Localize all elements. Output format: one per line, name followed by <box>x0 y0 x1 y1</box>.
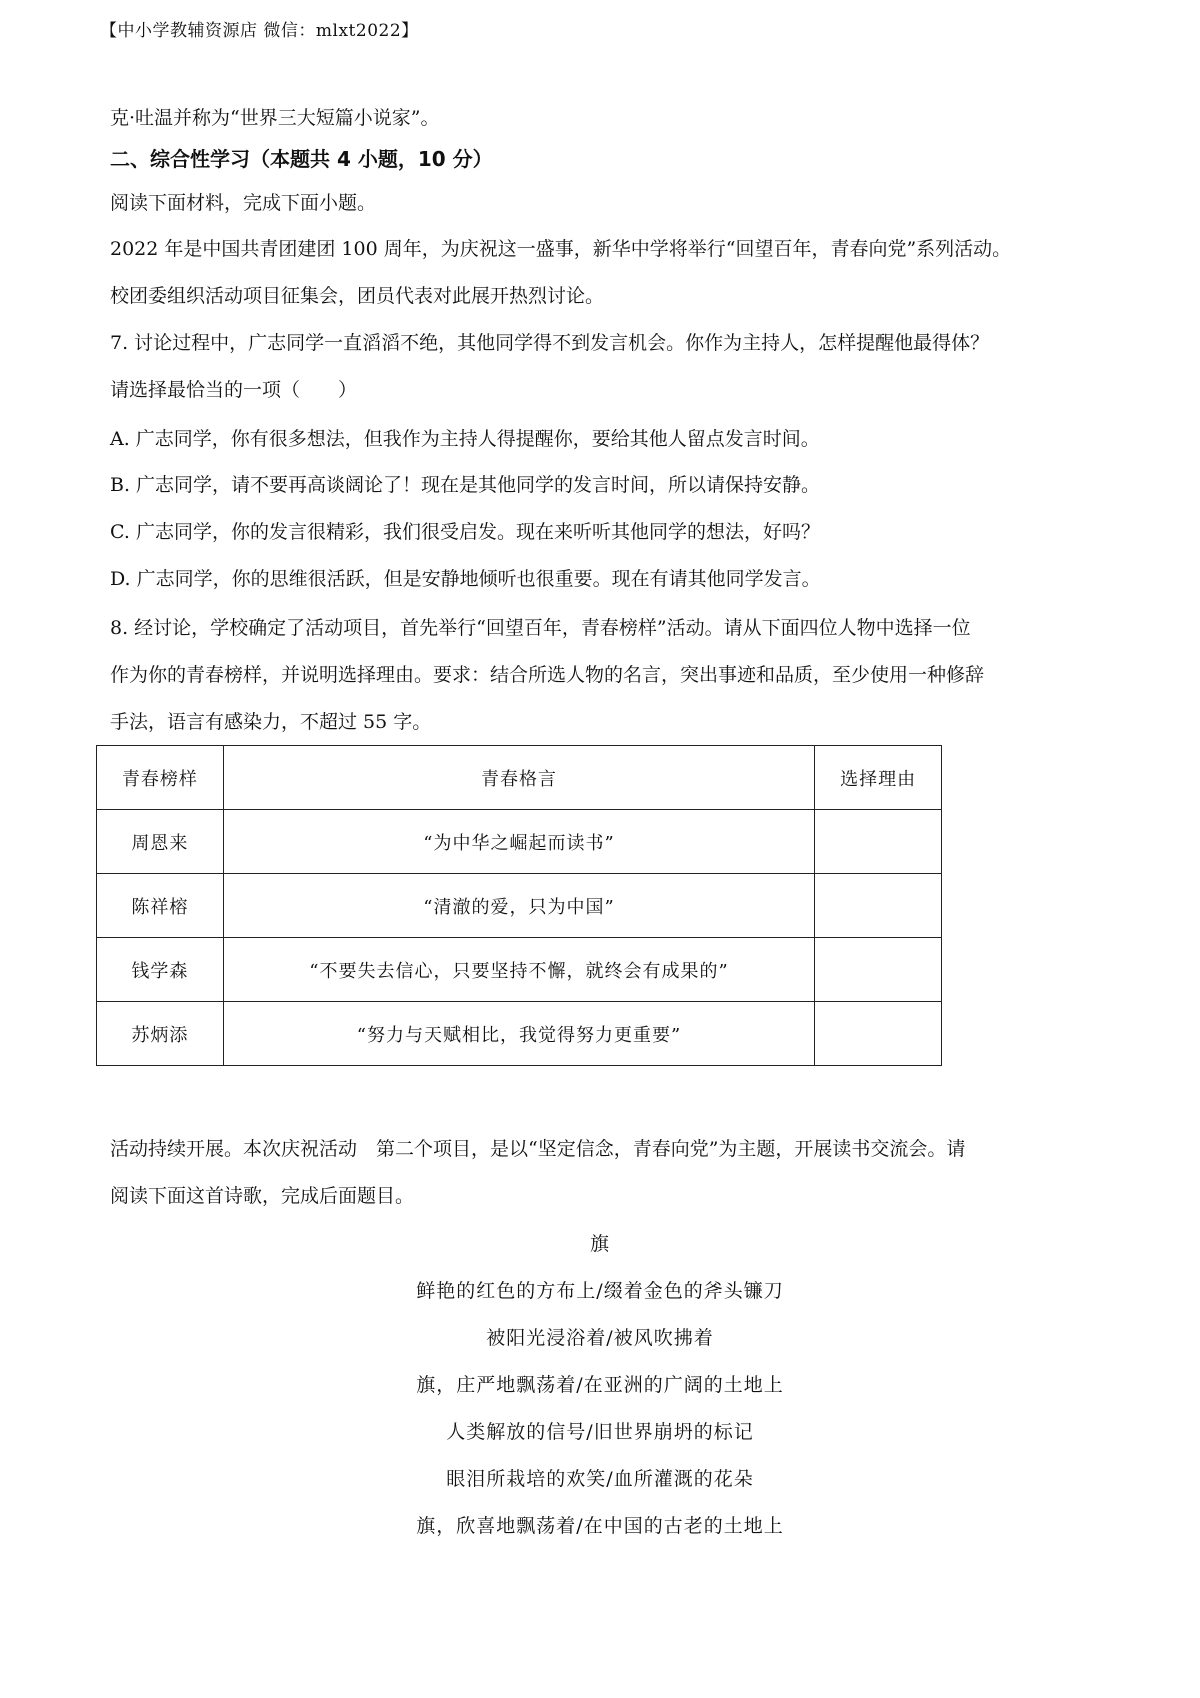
background-paragraph-line-2: 校团委组织活动项目征集会，团员代表对此展开热烈讨论。 <box>110 285 605 307</box>
poem-title: 旗 <box>589 1233 610 1255</box>
table-row <box>97 938 942 1002</box>
poem-line: 眼泪所栽培的欢笑/血所灌溉的花朵 <box>446 1468 754 1490</box>
table-header-cell: 青春格言 <box>223 746 815 810</box>
background-paragraph-line-1: 2022 年是中国共青团建团 100 周年，为庆祝这一盛事，新华中学将举行“回望百年，青春向党”系列活动。 <box>110 238 1012 260</box>
reason-cell[interactable] <box>815 874 942 938</box>
q8-stem-line-3: 手法，语言有感染力，不超过 55 字。 <box>110 711 432 733</box>
page-header: 【中小学教辅资源店 微信：mlxt2022】 <box>100 21 419 41</box>
activity-line-2: 阅读下面这首诗歌，完成后面题目。 <box>110 1185 415 1207</box>
reason-cell[interactable] <box>815 938 942 1002</box>
table-row <box>97 1002 942 1066</box>
role-model-name: 钱学森 <box>97 938 224 1002</box>
activity-line-1: 活动持续开展。本次庆祝活动 第二个项目，是以“坚定信念，青春向党”为主题，开展读书交流会。请 <box>110 1138 966 1160</box>
poem-line: 鲜艳的红色的方布上/缀着金色的斧头镰刀 <box>416 1280 784 1302</box>
q7-option-c: C. 广志同学，你的发言很精彩，我们很受启发。现在来听听其他同学的想法，好吗？ <box>110 521 820 543</box>
role-model-name: 陈祥榕 <box>97 874 224 938</box>
poem-line: 旗，欣喜地飘荡着/在中国的古老的土地上 <box>416 1515 784 1537</box>
role-model-motto: “努力与天赋相比，我觉得努力更重要” <box>223 1002 815 1066</box>
role-model-name: 周恩来 <box>97 810 224 874</box>
q7-option-d: D. 广志同学，你的思维很活跃，但是安静地倾听也很重要。现在有请其他同学发言。 <box>110 568 821 590</box>
table-row <box>97 810 942 874</box>
poem-line: 被阳光浸浴着/被风吹拂着 <box>486 1327 714 1349</box>
table-header-row <box>97 746 942 810</box>
table-header-cell: 选择理由 <box>815 746 942 810</box>
instruction-text: 阅读下面材料，完成下面小题。 <box>110 192 377 214</box>
table-header-cell: 青春榜样 <box>97 746 224 810</box>
q8-stem-line-2: 作为你的青春榜样，并说明选择理由。要求：结合所选人物的名言，突出事迹和品质，至少使用一种修辞 <box>110 664 985 686</box>
role-model-motto: “不要失去信心，只要坚持不懈，就终会有成果的” <box>223 938 815 1002</box>
role-model-name: 苏炳添 <box>97 1002 224 1066</box>
role-model-table <box>96 745 942 1066</box>
role-model-motto: “清澈的爱，只为中国” <box>223 874 815 938</box>
reason-cell[interactable] <box>815 810 942 874</box>
role-model-motto: “为中华之崛起而读书” <box>223 810 815 874</box>
poem-line: 人类解放的信号/旧世界崩坍的标记 <box>446 1421 754 1443</box>
poem-line: 旗，庄严地飘荡着/在亚洲的广阔的土地上 <box>416 1374 784 1396</box>
q7-option-a: A. 广志同学，你有很多想法，但我作为主持人得提醒你，要给其他人留点发言时间。 <box>110 428 820 450</box>
q7-stem-line-2: 请选择最恰当的一项（ ） <box>110 379 358 401</box>
q7-option-b: B. 广志同学，请不要再高谈阔论了！现在是其他同学的发言时间，所以请保持安静。 <box>110 474 821 496</box>
table-row <box>97 874 942 938</box>
intro-line: 克·吐温并称为“世界三大短篇小说家”。 <box>110 107 440 129</box>
reason-cell[interactable] <box>815 1002 942 1066</box>
q8-stem-line-1: 8. 经讨论，学校确定了活动项目，首先举行“回望百年，青春榜样”活动。请从下面四位人物中选择一位 <box>110 617 971 639</box>
q7-stem-line-1: 7. 讨论过程中，广志同学一直滔滔不绝，其他同学得不到发言机会。你作为主持人，怎样提醒他最得体？ <box>110 332 990 354</box>
section-title: 二、综合性学习（本题共 4 小题，10 分） <box>110 147 493 171</box>
